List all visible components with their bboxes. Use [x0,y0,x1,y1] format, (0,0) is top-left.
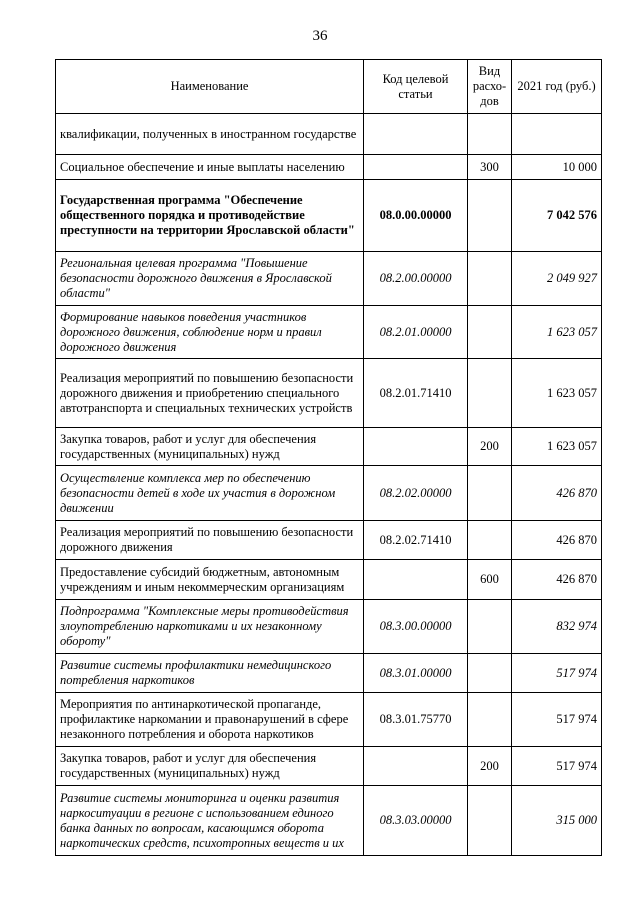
row-amount: 832 974 [512,600,602,654]
table-row [56,747,602,786]
table-row [56,786,602,856]
row-name: Реализация мероприятий по повышению безопасности дорожного движения [56,521,364,560]
row-code: 08.2.00.00000 [364,252,468,306]
row-vid: 200 [468,747,512,786]
table-row [56,521,602,560]
table-row [56,359,602,428]
row-vid [468,359,512,428]
table-row [56,155,602,180]
header-code: Код целевой статьи [364,60,468,114]
row-vid [468,786,512,856]
row-code: 08.2.02.00000 [364,466,468,521]
row-name: Мероприятия по антинаркотической пропаганде, профилактике наркомании и правонарушений в сфере незаконного потребления и оборота наркотиков [56,693,364,747]
row-name: Государственная программа "Обеспечение общественного порядка и противодействие преступности на территории Ярославской области" [56,180,364,252]
table-row [56,252,602,306]
row-vid [468,252,512,306]
header-vid: Вид расхо-дов [468,60,512,114]
row-code [364,747,468,786]
row-amount: 517 974 [512,654,602,693]
row-vid: 600 [468,560,512,600]
row-vid [468,180,512,252]
row-code: 08.0.00.00000 [364,180,468,252]
row-amount: 2 049 927 [512,252,602,306]
row-amount: 426 870 [512,466,602,521]
row-code: 08.3.00.00000 [364,600,468,654]
row-vid [468,654,512,693]
row-code: 08.3.01.00000 [364,654,468,693]
row-vid [468,114,512,155]
row-amount: 517 974 [512,693,602,747]
row-code [364,428,468,466]
row-name: Закупка товаров, работ и услуг для обеспечения государственных (муниципальных) нужд [56,747,364,786]
table-row [56,114,602,155]
row-amount: 426 870 [512,560,602,600]
row-vid [468,306,512,359]
table-row [56,600,602,654]
table-row [56,654,602,693]
row-code: 08.3.01.75770 [364,693,468,747]
row-code [364,114,468,155]
row-code: 08.2.02.71410 [364,521,468,560]
row-name: Реализация мероприятий по повышению безопасности дорожного движения и приобретению специального автотранспорта и специальных технических устройств [56,359,364,428]
row-code: 08.3.03.00000 [364,786,468,856]
row-amount [512,114,602,155]
row-name: квалификации, полученных в иностранном государстве [56,114,364,155]
row-vid [468,600,512,654]
row-name: Осуществление комплекса мер по обеспечению безопасности детей в ходе их участия в дорожном движении [56,466,364,521]
row-amount: 426 870 [512,521,602,560]
row-name: Закупка товаров, работ и услуг для обеспечения государственных (муниципальных) нужд [56,428,364,466]
row-amount: 315 000 [512,786,602,856]
row-amount: 1 623 057 [512,306,602,359]
table-row [56,180,602,252]
row-amount: 7 042 576 [512,180,602,252]
row-amount: 1 623 057 [512,428,602,466]
row-name: Формирование навыков поведения участников дорожного движения, соблюдение норм и правил дорожного движения [56,306,364,359]
row-vid [468,466,512,521]
table-row [56,560,602,600]
row-name: Подпрограмма "Комплексные меры противодействия злоупотреблению наркотиками и их незаконному обороту" [56,600,364,654]
row-name: Региональная целевая программа "Повышение безопасности дорожного движения в Ярославской области" [56,252,364,306]
row-code: 08.2.01.71410 [364,359,468,428]
row-vid [468,693,512,747]
row-vid: 300 [468,155,512,180]
row-code [364,155,468,180]
header-amount: 2021 год (руб.) [512,60,602,114]
row-amount: 517 974 [512,747,602,786]
budget-table [55,59,602,856]
row-vid [468,521,512,560]
table-row [56,306,602,359]
row-code: 08.2.01.00000 [364,306,468,359]
table-row [56,466,602,521]
row-code [364,560,468,600]
row-amount: 10 000 [512,155,602,180]
table-header-row [56,60,602,114]
row-vid: 200 [468,428,512,466]
table-row [56,693,602,747]
row-name: Социальное обеспечение и иные выплаты населению [56,155,364,180]
header-name: Наименование [56,60,364,114]
table-row [56,428,602,466]
row-amount: 1 623 057 [512,359,602,428]
page-number: 36 [312,28,328,44]
row-name: Развитие системы профилактики немедицинского потребления наркотиков [56,654,364,693]
row-name: Развитие системы мониторинга и оценки развития наркоситуации в регионе с использованием единого банка данных по вопросам, касающимся оборота наркотических средств, психотропных веществ и их [56,786,364,856]
row-name: Предоставление субсидий бюджетным, автономным учреждениям и иным некоммерческим организациям [56,560,364,600]
